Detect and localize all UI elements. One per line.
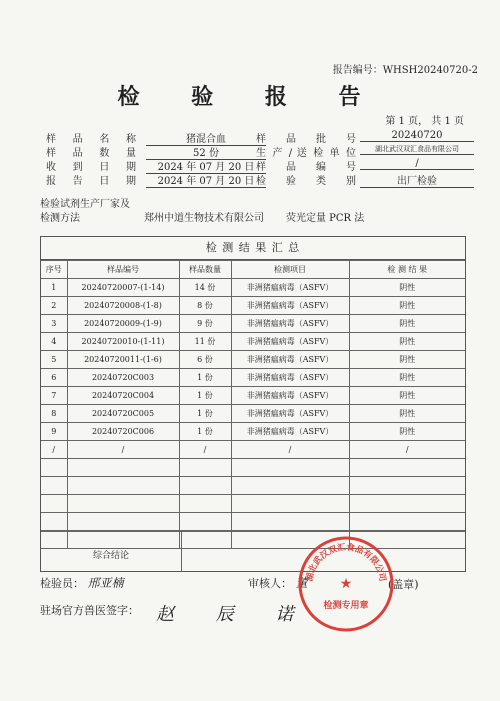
row-test-item xyxy=(231,477,349,495)
row-test-result: 阴性 xyxy=(349,423,465,441)
report-date-label: 报 告 日 期 xyxy=(46,176,136,187)
table-row xyxy=(41,315,465,333)
row-index xyxy=(41,513,67,531)
method-block xyxy=(40,198,365,226)
table-row xyxy=(41,477,465,495)
table-row xyxy=(41,387,465,405)
row-sample-quantity xyxy=(179,459,231,477)
row-sample-number: 20240720C006 xyxy=(67,423,179,441)
row-sample-number xyxy=(67,459,179,477)
producer-label: 生 产 / 送 检 单 位 xyxy=(256,148,356,159)
row-test-item: 非洲猪瘟病毒（ASFV） xyxy=(231,387,349,405)
table-row xyxy=(41,495,465,513)
seal-arc-label: 湖北武汉双汇食品有限公司 xyxy=(304,542,388,583)
row-test-result: 阴性 xyxy=(349,279,465,297)
row-test-result: 阴性 xyxy=(349,351,465,369)
received-date-label: 收 到 日 期 xyxy=(46,162,136,173)
row-sample-number xyxy=(67,477,179,495)
row-test-result xyxy=(349,495,465,513)
row-sample-quantity: 6 份 xyxy=(179,351,231,369)
row-sample-quantity xyxy=(179,513,231,531)
header-sample-number: 样品编号 xyxy=(67,261,179,279)
method-label-line2: 检测方法 xyxy=(40,213,80,224)
table-row xyxy=(41,423,465,441)
batch-label: 样 品 批 号 xyxy=(256,134,356,145)
row-test-item: 非洲猪瘟病毒（ASFV） xyxy=(231,351,349,369)
method-label-line1: 检验试剂生产厂家及 xyxy=(40,199,130,210)
row-sample-quantity: 1 份 xyxy=(179,405,231,423)
row-sample-number: 20240720007-(1-14) xyxy=(67,279,179,297)
row-index: 7 xyxy=(41,387,67,405)
row-test-item: 非洲猪瘟病毒（ASFV） xyxy=(231,333,349,351)
results-table-frame xyxy=(40,236,466,572)
row-index: 4 xyxy=(41,333,67,351)
official-seal xyxy=(296,534,396,634)
reviewer-signature: 董 xyxy=(295,576,308,590)
table-row xyxy=(41,513,465,531)
page-indicator: 第 1 页， 共 1 页 xyxy=(385,116,464,127)
row-sample-quantity: 11 份 xyxy=(179,333,231,351)
row-test-item xyxy=(231,495,349,513)
received-date-value: 2024 年 07 月 20 日 xyxy=(146,158,266,174)
vet-label: 驻场官方兽医签字： xyxy=(40,604,139,617)
row-test-item xyxy=(231,459,349,477)
row-index xyxy=(41,459,67,477)
table-row xyxy=(41,441,465,459)
table-row xyxy=(41,297,465,315)
meta-row-4 xyxy=(40,172,470,186)
row-test-item: / xyxy=(231,441,349,459)
row-test-result: 阴性 xyxy=(349,333,465,351)
conclusion-divider xyxy=(181,532,182,572)
row-test-item xyxy=(231,513,349,531)
inspector-line xyxy=(40,574,124,591)
seal-center-text: 检测专用章 xyxy=(323,601,369,611)
seal-star: ★ xyxy=(339,576,353,592)
row-index xyxy=(41,495,67,513)
table-row xyxy=(41,369,465,387)
row-index: / xyxy=(41,441,67,459)
row-test-item: 非洲猪瘟病毒（ASFV） xyxy=(231,297,349,315)
row-test-result xyxy=(349,459,465,477)
row-test-result: 阴性 xyxy=(349,369,465,387)
row-sample-number: / xyxy=(67,441,179,459)
row-sample-number: 20240720011-(1-6) xyxy=(67,351,179,369)
document-title: 检 验 报 告 xyxy=(117,84,383,110)
batch-value: 20240720 xyxy=(360,130,474,142)
report-number: 报告编号：WHSH20240720-2 xyxy=(332,65,478,76)
row-sample-number: 20240720C003 xyxy=(67,369,179,387)
row-index: 5 xyxy=(41,351,67,369)
table-row xyxy=(41,333,465,351)
row-index: 8 xyxy=(41,405,67,423)
row-index xyxy=(41,477,67,495)
header-index: 序号 xyxy=(41,261,67,279)
reviewer-label: 审核人： xyxy=(248,577,292,590)
reagent-manufacturer: 郑州中道生物技术有限公司 xyxy=(144,213,264,224)
row-sample-number: 20240720009-(1-9) xyxy=(67,315,179,333)
inspection-type-value: 出厂检验 xyxy=(360,172,474,188)
stamp-note: (盖章) xyxy=(388,578,419,591)
row-sample-quantity: / xyxy=(179,441,231,459)
row-index: 3 xyxy=(41,315,67,333)
table-row xyxy=(41,351,465,369)
row-sample-quantity: 14 份 xyxy=(179,279,231,297)
inspector-label: 检验员： xyxy=(40,577,84,590)
row-sample-number: 20240720010-(1-11) xyxy=(67,333,179,351)
row-test-item: 非洲猪瘟病毒（ASFV） xyxy=(231,369,349,387)
row-test-result xyxy=(349,477,465,495)
row-test-result xyxy=(349,513,465,531)
table-row xyxy=(41,405,465,423)
row-test-result: 阴性 xyxy=(349,387,465,405)
row-sample-quantity: 1 份 xyxy=(179,369,231,387)
vet-signature: 赵 辰 诺 xyxy=(156,604,312,625)
conclusion-label: 综合结论 xyxy=(93,551,130,561)
row-test-result: 阴性 xyxy=(349,405,465,423)
inspection-type-label: 检 验 类 别 xyxy=(256,176,356,187)
row-sample-quantity: 1 份 xyxy=(179,387,231,405)
row-test-item: 非洲猪瘟病毒（ASFV） xyxy=(231,279,349,297)
row-sample-number: 20240720C004 xyxy=(67,387,179,405)
row-sample-quantity: 8 份 xyxy=(179,297,231,315)
row-sample-number xyxy=(67,513,179,531)
row-test-item: 非洲猪瘟病毒（ASFV） xyxy=(231,423,349,441)
detection-technique: 荧光定量 PCR 法 xyxy=(286,213,365,224)
row-test-item: 非洲猪瘟病毒（ASFV） xyxy=(231,315,349,333)
header-sample-quantity: 样品数量 xyxy=(179,261,231,279)
sample-number-value: / xyxy=(360,158,474,170)
row-test-result: 阴性 xyxy=(349,297,465,315)
quantity-label: 样 品 数 量 xyxy=(46,148,136,159)
table-row xyxy=(41,459,465,477)
row-test-item: 非洲猪瘟病毒（ASFV） xyxy=(231,405,349,423)
row-sample-number xyxy=(67,495,179,513)
sample-name-label: 样 品 名 称 xyxy=(46,134,136,145)
producer-value: 湖北武汉双汇食品有限公司 xyxy=(360,144,474,155)
sample-name-value: 猪混合血 xyxy=(146,130,266,146)
header-test-item: 检测项目 xyxy=(231,261,349,279)
meta-row-2 xyxy=(40,144,470,158)
quantity-value: 52 份 xyxy=(146,144,266,160)
row-test-result: / xyxy=(349,441,465,459)
meta-row-3 xyxy=(40,158,470,172)
row-sample-quantity xyxy=(179,495,231,513)
inspector-signature: 邢亚楠 xyxy=(87,576,124,590)
report-date-value: 2024 年 07 月 20 日 xyxy=(146,172,266,188)
row-sample-number: 20240720C005 xyxy=(67,405,179,423)
row-test-result: 阴性 xyxy=(349,315,465,333)
conclusion-row xyxy=(41,531,465,572)
meta-row-1 xyxy=(40,130,470,144)
results-table-title: 检 测 结 果 汇 总 xyxy=(41,237,465,260)
row-index: 1 xyxy=(41,279,67,297)
header-test-result: 检 测 结 果 xyxy=(349,261,465,279)
row-index: 9 xyxy=(41,423,67,441)
table-header-row xyxy=(41,261,465,279)
row-index: 6 xyxy=(41,369,67,387)
row-sample-quantity: 1 份 xyxy=(179,423,231,441)
sample-number-label: 样 品 编 号 xyxy=(256,162,356,173)
row-sample-quantity xyxy=(179,477,231,495)
row-sample-number: 20240720008-(1-8) xyxy=(67,297,179,315)
row-sample-quantity: 9 份 xyxy=(179,315,231,333)
row-index: 2 xyxy=(41,297,67,315)
table-row xyxy=(41,279,465,297)
sample-info-block xyxy=(40,130,470,186)
results-table xyxy=(41,260,465,549)
